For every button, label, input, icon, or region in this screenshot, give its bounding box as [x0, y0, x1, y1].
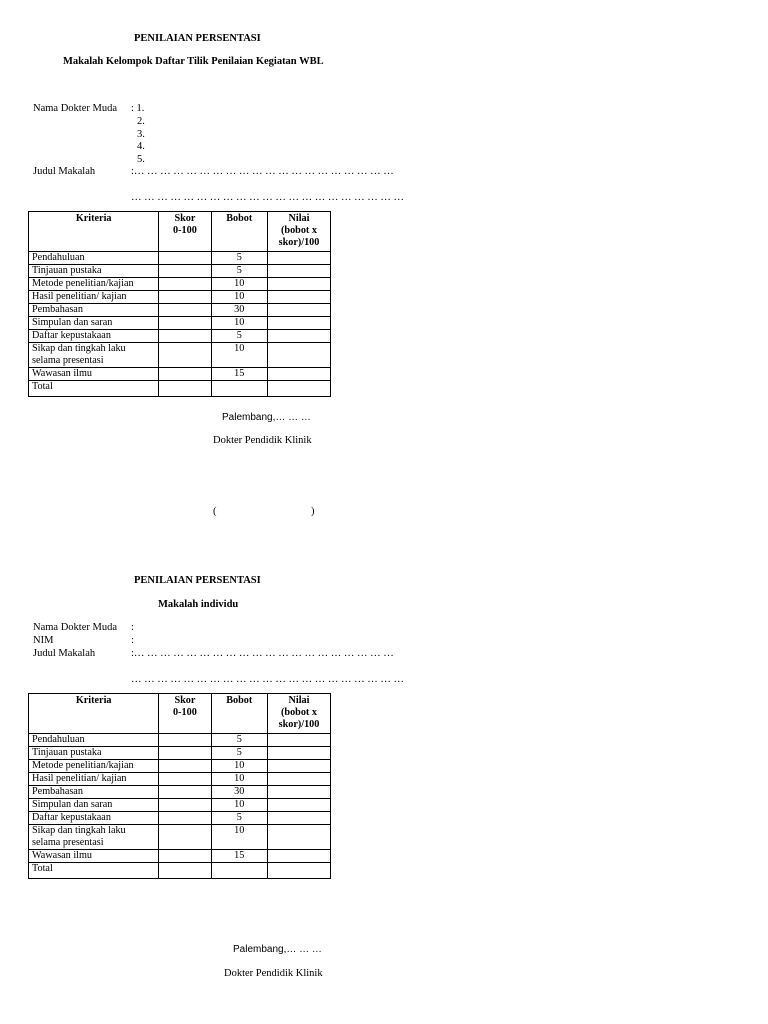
table2-header-skor: Skor 0-100	[159, 694, 211, 734]
table1-nilai-cell[interactable]	[267, 368, 330, 381]
table1-kriteria-cell: Pendahuluan	[29, 252, 159, 265]
table1-nilai-cell[interactable]	[267, 304, 330, 317]
section1-role: Dokter Pendidik Klinik	[213, 435, 312, 446]
table2-table-row	[29, 812, 331, 825]
table1-skor-cell[interactable]	[159, 381, 211, 397]
section2-nim-label: NIM	[33, 635, 54, 646]
table2-bobot-cell: 10	[211, 825, 267, 850]
table2-bobot-cell: 5	[211, 747, 267, 760]
section2-role: Dokter Pendidik Klinik	[224, 968, 323, 979]
section1-judul-dots-2: … … … … … … … … … … … … … … … … … … … … …	[131, 192, 404, 203]
table2-bobot-cell: 5	[211, 734, 267, 747]
table1-table-row	[29, 291, 331, 304]
table2-bobot-cell: 5	[211, 812, 267, 825]
table1-table-row	[29, 343, 331, 368]
table1-table-row	[29, 265, 331, 278]
table2-skor-cell[interactable]	[159, 786, 211, 799]
assessment-table-individual	[28, 693, 331, 879]
table2-skor-cell[interactable]	[159, 863, 211, 879]
table1-kriteria-cell: Hasil penelitian/ kajian	[29, 291, 159, 304]
table2-table-row	[29, 773, 331, 786]
table1-skor-cell[interactable]	[159, 278, 211, 291]
table1-skor-cell[interactable]	[159, 343, 211, 368]
table2-table-row	[29, 747, 331, 760]
table1-bobot-cell: 5	[211, 252, 267, 265]
table2-table-row	[29, 786, 331, 799]
table2-header-bobot: Bobot	[211, 694, 267, 734]
table1-kriteria-cell: Simpulan dan saran	[29, 317, 159, 330]
table1-kriteria-cell: Wawasan ilmu	[29, 368, 159, 381]
table2-kriteria-cell: Sikap dan tingkah laku selama presentasi	[29, 825, 159, 850]
table2-kriteria-cell: Simpulan dan saran	[29, 799, 159, 812]
section1-name-item-5: 5.	[137, 154, 145, 165]
table1-skor-cell[interactable]	[159, 291, 211, 304]
table2-header-row	[29, 694, 331, 734]
table1-bobot-cell: 10	[211, 278, 267, 291]
table1-nilai-cell[interactable]	[267, 330, 330, 343]
section1-name-label: Nama Dokter Muda	[33, 103, 117, 114]
table2-kriteria-cell: Tinjauan pustaka	[29, 747, 159, 760]
section2-judul-label: Judul Makalah	[33, 648, 96, 659]
table2-table-row	[29, 863, 331, 879]
table2-bobot-cell	[211, 863, 267, 879]
section1-sign-open: (	[213, 506, 217, 517]
section2-nim-colon: :	[131, 635, 134, 646]
section1-place-date: Palembang,… … …	[222, 412, 311, 423]
table1-header-row	[29, 212, 331, 252]
table1-kriteria-cell: Total	[29, 381, 159, 397]
table1-kriteria-cell: Metode penelitian/kajian	[29, 278, 159, 291]
table2-table-row	[29, 734, 331, 747]
table1-table-row	[29, 381, 331, 397]
assessment-table-group	[28, 211, 331, 397]
table1-kriteria-cell: Sikap dan tingkah laku selama presentasi	[29, 343, 159, 368]
table1-nilai-cell[interactable]	[267, 291, 330, 304]
section2-name-label: Nama Dokter Muda	[33, 622, 117, 633]
table1-nilai-cell[interactable]	[267, 343, 330, 368]
table1-nilai-cell[interactable]	[267, 278, 330, 291]
section1-subtitle: Makalah Kelompok Daftar Tilik Penilaian Kegiatan WBL	[63, 56, 324, 67]
table1-kriteria-cell: Pembahasan	[29, 304, 159, 317]
section2-judul-dots-2: … … … … … … … … … … … … … … … … … … … … …	[131, 674, 404, 685]
table2-nilai-cell[interactable]	[267, 773, 330, 786]
table2-skor-cell[interactable]	[159, 747, 211, 760]
table1-skor-cell[interactable]	[159, 368, 211, 381]
table2-bobot-cell: 10	[211, 799, 267, 812]
table2-skor-cell[interactable]	[159, 812, 211, 825]
table1-nilai-cell[interactable]	[267, 381, 330, 397]
table2-skor-cell[interactable]	[159, 850, 211, 863]
section1-name-item-1: : 1.	[131, 103, 145, 114]
table1-header-kriteria: Kriteria	[29, 212, 159, 252]
table1-table-row	[29, 368, 331, 381]
table2-skor-cell[interactable]	[159, 799, 211, 812]
table1-skor-cell[interactable]	[159, 304, 211, 317]
table2-kriteria-cell: Metode penelitian/kajian	[29, 760, 159, 773]
table2-bobot-cell: 15	[211, 850, 267, 863]
table2-kriteria-cell: Pendahuluan	[29, 734, 159, 747]
section2-place-date: Palembang,… … …	[233, 944, 322, 955]
table2-nilai-cell[interactable]	[267, 760, 330, 773]
table1-header-skor: Skor 0-100	[159, 212, 211, 252]
table1-kriteria-cell: Daftar kepustakaan	[29, 330, 159, 343]
table1-kriteria-cell: Tinjauan pustaka	[29, 265, 159, 278]
section1-title: PENILAIAN PERSENTASI	[134, 33, 261, 44]
table2-skor-cell[interactable]	[159, 825, 211, 850]
section2-judul-dots-1: :… … … … … … … … … … … … … … … … … … … …	[131, 648, 394, 659]
table1-bobot-cell: 15	[211, 368, 267, 381]
section1-sign-close: )	[311, 506, 315, 517]
table1-table-row	[29, 317, 331, 330]
section1-name-item-3: 3.	[137, 129, 145, 140]
table2-table-row	[29, 799, 331, 812]
table2-table-row	[29, 850, 331, 863]
table2-skor-cell[interactable]	[159, 773, 211, 786]
table1-nilai-cell[interactable]	[267, 252, 330, 265]
table1-table-row	[29, 252, 331, 265]
table1-skor-cell[interactable]	[159, 317, 211, 330]
table2-bobot-cell: 10	[211, 760, 267, 773]
section2-title: PENILAIAN PERSENTASI	[134, 575, 261, 586]
section2-subtitle: Makalah individu	[158, 599, 239, 610]
table2-nilai-cell[interactable]	[267, 799, 330, 812]
table1-table-row	[29, 278, 331, 291]
table2-nilai-cell[interactable]	[267, 786, 330, 799]
table1-nilai-cell[interactable]	[267, 265, 330, 278]
table2-bobot-cell: 30	[211, 786, 267, 799]
table2-skor-cell[interactable]	[159, 760, 211, 773]
section1-judul-label: Judul Makalah	[33, 166, 96, 177]
table1-nilai-cell[interactable]	[267, 317, 330, 330]
table2-table-row	[29, 825, 331, 850]
table1-header-bobot: Bobot	[211, 212, 267, 252]
table1-skor-cell[interactable]	[159, 330, 211, 343]
table2-nilai-cell[interactable]	[267, 747, 330, 760]
table1-bobot-cell: 5	[211, 265, 267, 278]
table2-header-nilai: Nilai (bobot x skor)/100	[267, 694, 330, 734]
section2-name-colon: :	[131, 622, 134, 633]
table2-nilai-cell[interactable]	[267, 863, 330, 879]
section1-name-item-4: 4.	[137, 141, 145, 152]
table1-bobot-cell: 30	[211, 304, 267, 317]
table2-kriteria-cell: Hasil penelitian/ kajian	[29, 773, 159, 786]
table2-nilai-cell[interactable]	[267, 734, 330, 747]
table1-bobot-cell	[211, 381, 267, 397]
table2-header-kriteria: Kriteria	[29, 694, 159, 734]
table1-bobot-cell: 10	[211, 317, 267, 330]
section1-name-item-2: 2.	[137, 116, 145, 127]
table2-kriteria-cell: Wawasan ilmu	[29, 850, 159, 863]
table1-bobot-cell: 10	[211, 291, 267, 304]
table2-kriteria-cell: Pembahasan	[29, 786, 159, 799]
table1-table-row	[29, 330, 331, 343]
table2-skor-cell[interactable]	[159, 734, 211, 747]
table2-bobot-cell: 10	[211, 773, 267, 786]
table2-table-row	[29, 760, 331, 773]
table2-kriteria-cell: Total	[29, 863, 159, 879]
table2-nilai-cell[interactable]	[267, 850, 330, 863]
table1-skor-cell[interactable]	[159, 252, 211, 265]
table2-nilai-cell[interactable]	[267, 812, 330, 825]
table2-nilai-cell[interactable]	[267, 825, 330, 850]
table2-kriteria-cell: Daftar kepustakaan	[29, 812, 159, 825]
table1-table-row	[29, 304, 331, 317]
table1-bobot-cell: 10	[211, 343, 267, 368]
table1-header-nilai: Nilai (bobot x skor)/100	[267, 212, 330, 252]
table1-bobot-cell: 5	[211, 330, 267, 343]
table1-skor-cell[interactable]	[159, 265, 211, 278]
section1-judul-dots-1: :… … … … … … … … … … … … … … … … … … … …	[131, 166, 394, 177]
